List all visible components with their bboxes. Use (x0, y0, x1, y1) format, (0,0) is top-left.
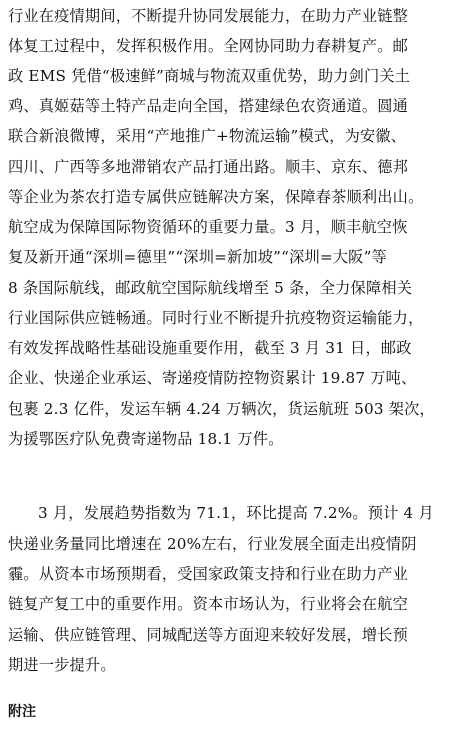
text-line: 复及新开通“深圳=德里”“深圳=新加坡”“深圳=大阪”等 (8, 248, 387, 266)
text-line: 有效发挥战略性基础设施重要作用，截至 3 月 31 日，邮政 (8, 339, 412, 357)
text-line: 3 月，发展趋势指数为 71.1，环比提高 7.2%。预计 4 月 (38, 504, 434, 522)
text-line: 行业在疫情期间，不断提升协同发展能力，在助力产业链整 (8, 7, 409, 25)
text-line: 期进一步提升。 (8, 656, 116, 674)
text-line: 包裹 2.3 亿件，发运车辆 4.24 万辆次，货运航班 503 架次， (8, 400, 435, 418)
text-line: 联合新浪微博，采用“产地推广+物流运输”模式，为安徽、 (8, 127, 407, 145)
text-line: 运输、供应链管理、同城配送等方面迎来较好发展，增长预 (8, 626, 409, 644)
text-line: 政 EMS 凭借“极速鲜”商城与物流双重优势，助力剑门关土 (8, 67, 411, 85)
text-line: 体复工过程中，发挥积极作用。全网协同助力春耕复产。邮 (8, 37, 409, 55)
text-line: 行业国际供应链畅通。同时行业不断提升抗疫物资运输能力， (8, 309, 424, 327)
text-line: 等企业为茶农打造专属供应链解决方案，保障春茶顺利出山。 (8, 188, 424, 206)
text-line: 8 条国际航线，邮政航空国际航线增至 5 条，全力保障相关 (8, 279, 413, 297)
text-line: 航空成为保障国际物资循环的重要力量。3 月，顺丰航空恢 (8, 218, 408, 236)
text-line: 企业、快递企业承运、寄递疫情防控物资累计 19.87 万吨、 (8, 369, 417, 387)
text-line: 霾。从资本市场预期看，受国家政策支持和行业在助力产业 (8, 565, 409, 583)
text-line: 鸡、真姬菇等土特产品走向全国，搭建绿色农资通道。圆通 (8, 97, 409, 115)
note-heading: 附注 (8, 704, 36, 720)
text-line: 快递业务量同比增速在 20%左右，行业发展全面走出疫情阴 (8, 535, 417, 553)
text-line: 为援鄂医疗队免费寄递物品 18.1 万件。 (8, 430, 284, 448)
text-line: 链复产复工中的重要作用。资本市场认为，行业将会在航空 (8, 595, 409, 613)
text-line: 四川、广西等多地滞销农产品打通出路。顺丰、京东、德邦 (8, 158, 409, 176)
